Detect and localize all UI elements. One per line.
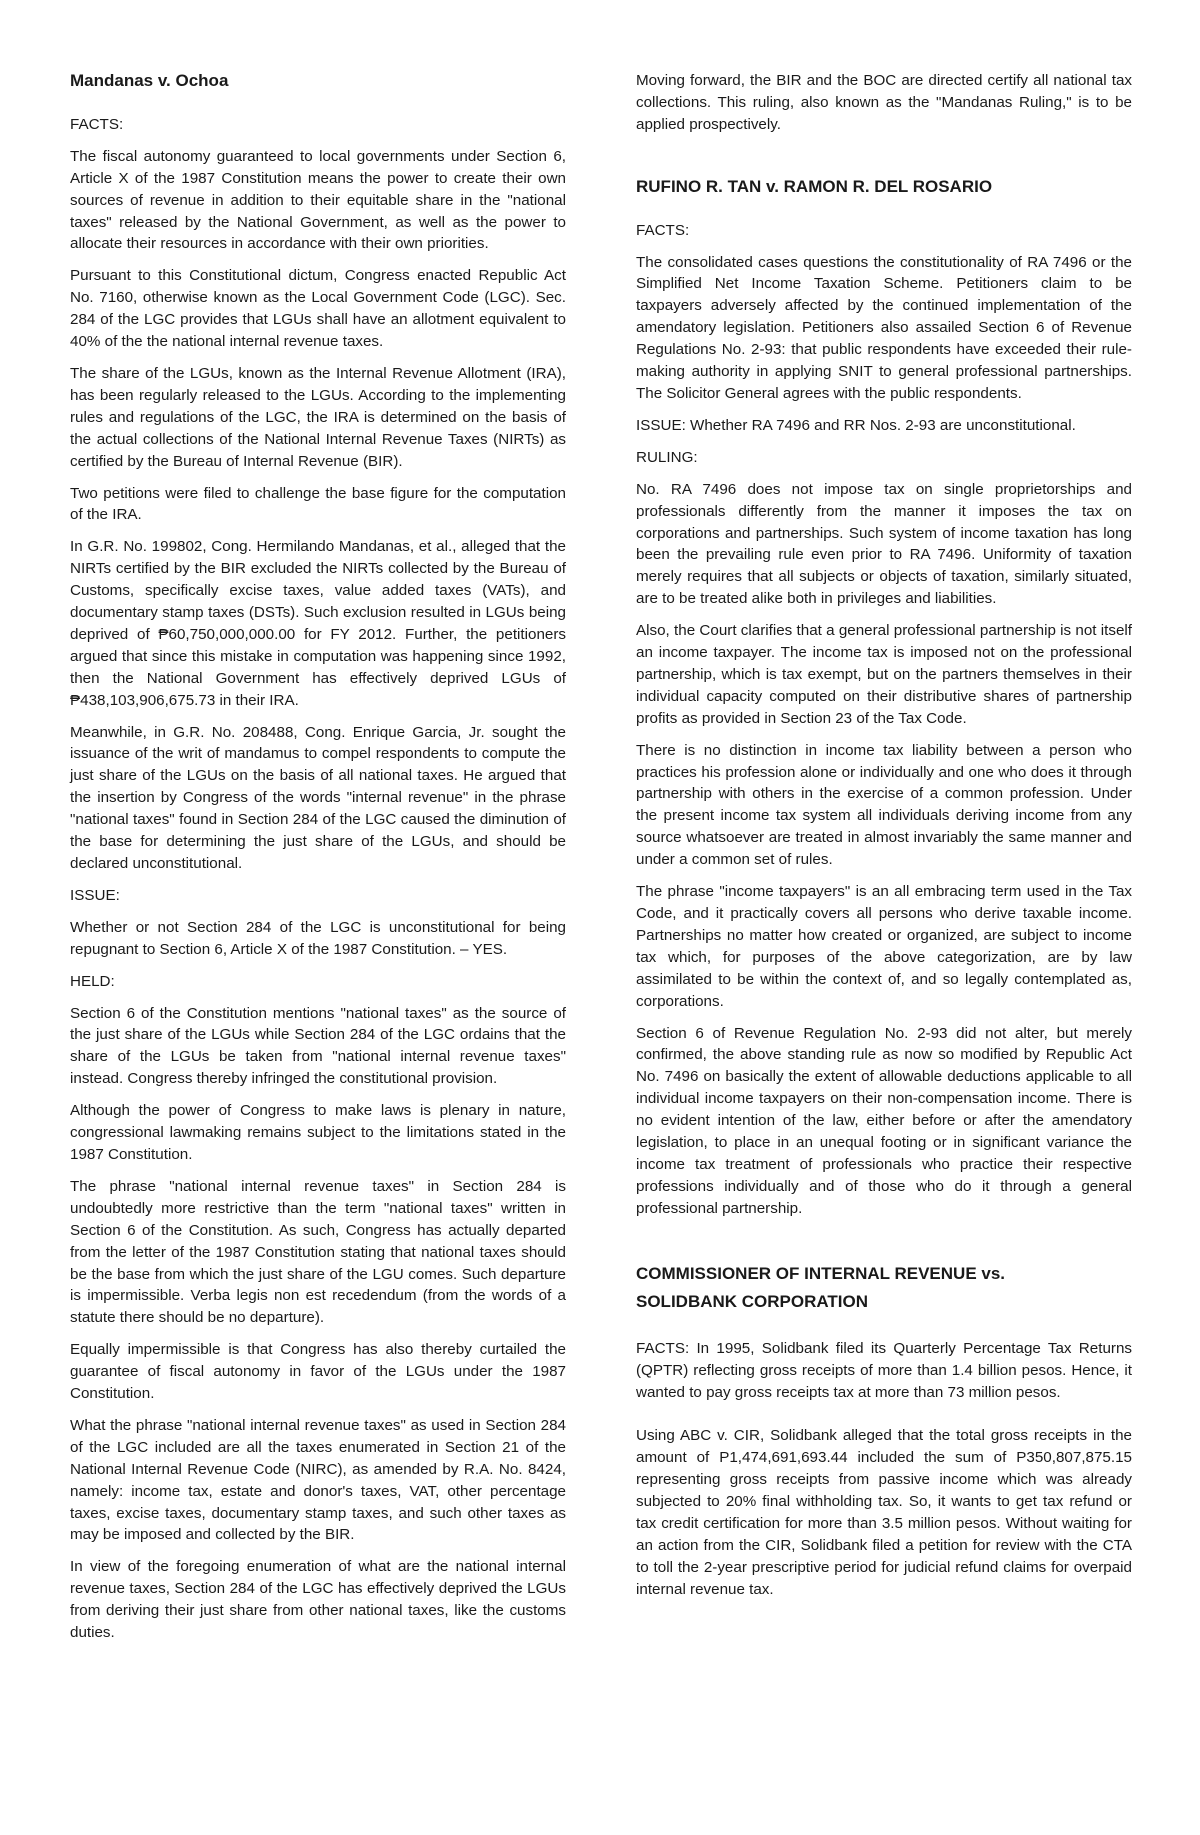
facts-paragraph: Using ABC v. CIR, Solidbank alleged that the total gross receipts in the amount of P1,474,691,693.44 included the sum of P350,807,875.15 representing gross receipts from passive income which was already subjected to 20% final withholding tax. So, it wants to get tax refund or tax credit certification for more than 3.5 million pesos. Without waiting for an action from the CIR, Solidbank filed a petition for review with the CTA to toll the 2-year prescriptive period for judicial refund claims for overpaid internal revenue tax. [636, 1427, 1132, 1598]
held-label: HELD: [70, 972, 115, 990]
issue-label: ISSUE: [70, 886, 120, 904]
facts-paragraph: In G.R. No. 199802, Cong. Hermilando Mandanas, et al., alleged that the NIRTs certified by the BIR excluded the NIRTs collected by the Bureau of Customs, specifically excise taxes, value added taxes (VATs), and documentary stamp taxes (DSTs). Such exclusion resulted in LGUs being deprived of ₱60,750,000,000.00 for FY 2012. Further, the petitioners argued that since this mistake in computation was happening since 1992, then the National Government has effectively deprived LGUs of ₱438,103,906,675.73 in their IRA. [70, 538, 566, 709]
facts-paragraph: The fiscal autonomy guaranteed to local governments under Section 6, Article X of the 1987 Constitution means the power to create their own sources of revenue in addition to their equitable share in the "national taxes" released by the National Government, as well as the power to allocate their resources in accordance with their own priorities. [70, 147, 566, 253]
held-paragraph: Section 6 of the Constitution mentions "national taxes" as the source of the just share of the LGUs while Section 284 of the LGC ordains that the share of the LGUs be taken from "national internal revenue taxes" instead. Congress thereby infringed the constitutional provision. [70, 1004, 566, 1088]
continuation-paragraph: Moving forward, the BIR and the BOC are directed certify all national tax collections. This ruling, also known as the "Mandanas Ruling," is to be applied prospectively. [636, 72, 1132, 133]
issue-paragraph: Whether or not Section 284 of the LGC is unconstitutional for being repugnant to Section 6, Article X of the 1987 Constitution. – YES. [70, 918, 566, 958]
ruling-paragraph: The phrase "income taxpayers" is an all embracing term used in the Tax Code, and it practically covers all persons who derive taxable income. Partnerships no matter how created or organized, are subject to income tax which, for purposes of the above categorization, are by law assimilated to be within the context of, and so legally contemplated as, corporations. [636, 883, 1132, 1010]
case-title-mandanas: Mandanas v. Ochoa [70, 71, 229, 90]
facts-paragraph: The consolidated cases questions the constitutionality of RA 7496 or the Simplified Net Income Taxation Scheme. Petitioners claim to be taxpayers adversely affected by the continued implementation of the amendatory legislation. Petitioners also assailed Section 6 of Revenue Regulations No. 2-93: that public respondents have exceeded their rule-making authority in applying SNIT to general professional partnerships. The Solicitor General agrees with the public respondents. [636, 253, 1132, 402]
facts-paragraph: Pursuant to this Constitutional dictum, Congress enacted Republic Act No. 7160, otherwise known as the Local Government Code (LGC). Sec. 284 of the LGC provides that LGUs shall have an allotment equivalent to 40% of the the national internal revenue taxes. [70, 267, 566, 351]
facts-label: FACTS: [70, 115, 124, 133]
right-column [636, 70, 1132, 1611]
ruling-paragraph: Section 6 of Revenue Regulation No. 2-93 did not alter, but merely confirmed, the above standing rule as now so modified by Republic Act No. 7496 on basically the extent of allowable deductions applicable to all individual income taxpayers on their non-compensation income. There is no evident intention of the law, either before or after the amendatory legislation, to place in an unequal footing or in significant variance the income tax treatment of professionals who practice their respective professions individually and of those who do it through a general professional partnership. [636, 1024, 1132, 1217]
held-paragraph: Although the power of Congress to make laws is plenary in nature, congressional lawmaking remains subject to the limitations stated in the 1987 Constitution. [70, 1102, 566, 1163]
ruling-label: RULING: [636, 448, 698, 466]
facts-paragraph: The share of the LGUs, known as the Internal Revenue Allotment (IRA), has been regularly released to the LGUs. According to the implementing rules and regulations of the LGC, the IRA is determined on the basis of the actual collections of the National Internal Revenue Taxes (NIRTs) as certified by the Bureau of Internal Revenue (BIR). [70, 364, 566, 470]
case-title-line: SOLIDBANK CORPORATION [636, 1291, 869, 1311]
ruling-paragraph: There is no distinction in income tax liability between a person who practices his profession alone or individually and one who does it through partnership with others in the exercise of a common profession. Under the present income tax system all individuals deriving income from any source whatsoever are treated in almost invariably the same manner and under a common set of rules. [636, 741, 1132, 869]
held-paragraph: What the phrase "national internal revenue taxes" as used in Section 284 of the LGC included are all the taxes enumerated in Section 21 of the National Internal Revenue Code (NIRC), as amended by R.A. No. 8424, namely: income tax, estate and donor's taxes, VAT, other percentage taxes, excise taxes, documentary stamp taxes, and such other taxes as may be imposed and collected by the BIR. [70, 1416, 566, 1544]
held-paragraph: In view of the foregoing enumeration of what are the national internal revenue taxes, Section 284 of the LGC has effectively deprived the LGUs from deriving their just share from other national taxes, like the customs duties. [70, 1558, 566, 1642]
case-title-tan: RUFINO R. TAN v. RAMON R. DEL ROSARIO [636, 176, 993, 196]
left-column [70, 70, 566, 1654]
held-paragraph: Equally impermissible is that Congress has also thereby curtailed the guarantee of fiscal autonomy in favor of the LGUs under the 1987 Constitution. [70, 1341, 566, 1403]
facts-paragraph: Meanwhile, in G.R. No. 208488, Cong. Enrique Garcia, Jr. sought the issuance of the writ of mandamus to compel respondents to compute the just share of the LGUs on the basis of all national taxes. He argued that the insertion by Congress of the words "internal revenue" in the phrase "national taxes" found in Section 284 of the LGC caused the diminution of the base for determining the just share of the LGUs, and should be declared unconstitutional. [70, 723, 566, 872]
ruling-paragraph: Also, the Court clarifies that a general professional partnership is not itself an income taxpayer. The income tax is imposed not on the professional partnership, which is tax exempt, but on the partners themselves in their individual capacity computed on their distributive shares of partnership profits as provided in Section 23 of the Tax Code. [636, 622, 1132, 727]
case-title-solidbank [636, 1260, 1132, 1316]
case-title-line: COMMISSIONER OF INTERNAL REVENUE vs. [636, 1263, 1006, 1283]
ruling-paragraph: No. RA 7496 does not impose tax on single proprietorships and professionals differently from the manner it imposes the tax on corporations and partnerships. Such system of income taxation has long been the prevailing rule even prior to RA 7496. Uniformity of taxation merely requires that all subjects or objects of taxation, similarly situated, are to be treated alike both in privileges and liabilities. [636, 480, 1132, 608]
held-paragraph: The phrase "national internal revenue taxes" in Section 284 is undoubtedly more restrictive than the term "national taxes" written in Section 6 of the Constitution. As such, Congress has actually departed from the letter of the 1987 Constitution stating that national taxes should be the base from which the just share of the LGU comes. Such departure is impermissible. Verba legis non est recedendum (from the words of a statute there should be no departure). [70, 1177, 566, 1327]
issue-paragraph: ISSUE: Whether RA 7496 and RR Nos. 2-93 are unconstitutional. [636, 416, 1076, 434]
facts-label: FACTS: [636, 221, 690, 239]
facts-paragraph: FACTS: In 1995, Solidbank filed its Quarterly Percentage Tax Returns (QPTR) reflecting gross receipts of more than 1.4 billion pesos. Hence, it wanted to pay gross receipts tax at more than 73 million pesos. [636, 1339, 1132, 1401]
facts-paragraph: Two petitions were filed to challenge the base figure for the computation of the IRA. [70, 484, 566, 524]
